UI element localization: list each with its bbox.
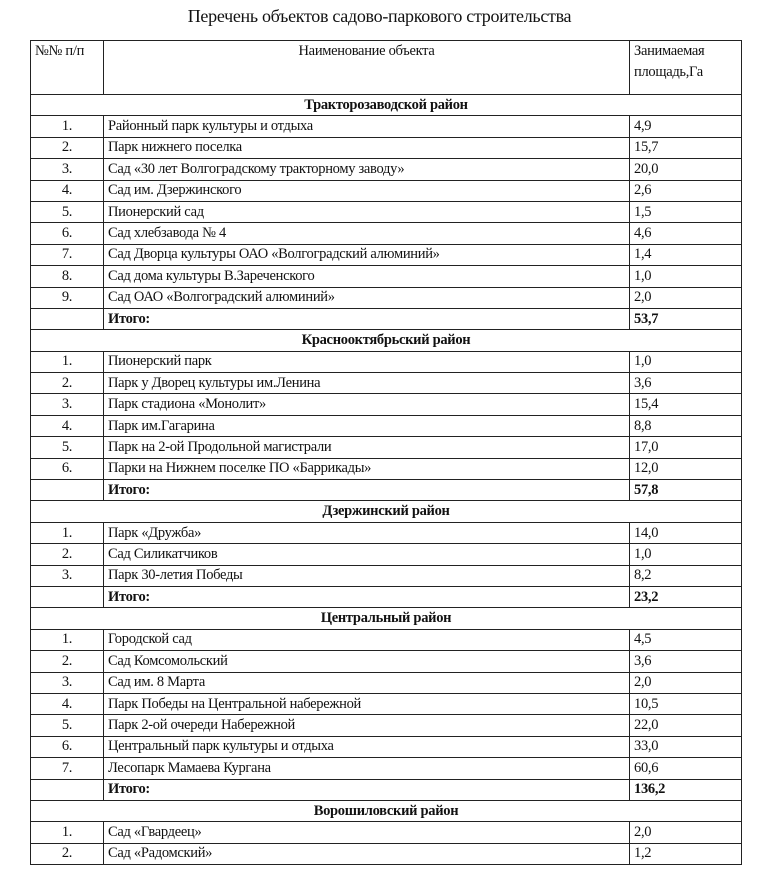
object-name: Парк нижнего поселка	[104, 137, 630, 158]
row-number: 2.	[31, 651, 104, 672]
object-name: Парк у Дворец культуры им.Ленина	[104, 373, 630, 394]
row-number: 3.	[31, 565, 104, 586]
district-header-row	[31, 800, 742, 821]
district-header-row	[31, 95, 742, 116]
object-area: 12,0	[630, 458, 742, 479]
object-name: Сад ОАО «Волгоградский алюминий»	[104, 287, 630, 308]
table-row	[31, 629, 742, 650]
table-row	[31, 159, 742, 180]
row-number: 2.	[31, 373, 104, 394]
table-row	[31, 843, 742, 864]
total-row	[31, 480, 742, 501]
object-name: Сад Комсомольский	[104, 651, 630, 672]
object-name: Парк 30-летия Победы	[104, 565, 630, 586]
row-number: 5.	[31, 715, 104, 736]
object-name: Сад хлебзавода № 4	[104, 223, 630, 244]
empty-cell	[31, 779, 104, 800]
object-name: Лесопарк Мамаева Кургана	[104, 758, 630, 779]
object-area: 1,0	[630, 266, 742, 287]
row-number: 4.	[31, 180, 104, 201]
header-num: №№ п/п	[31, 41, 104, 95]
district-name: Краснооктябрьский район	[31, 330, 742, 351]
total-row	[31, 779, 742, 800]
object-area: 1,2	[630, 843, 742, 864]
row-number: 1.	[31, 351, 104, 372]
row-number: 9.	[31, 287, 104, 308]
object-name: Пионерский парк	[104, 351, 630, 372]
row-number: 5.	[31, 201, 104, 222]
object-name: Сад Силикатчиков	[104, 544, 630, 565]
table-row	[31, 544, 742, 565]
row-number: 6.	[31, 458, 104, 479]
object-area: 2,6	[630, 180, 742, 201]
object-area: 2,0	[630, 287, 742, 308]
header-area: Занимаемая площадь,Га	[630, 41, 742, 95]
object-name: Сад «30 лет Волгоградскому тракторному заводу»	[104, 159, 630, 180]
object-area: 17,0	[630, 437, 742, 458]
document-title: Перечень объектов садово-паркового строительства	[187, 6, 572, 26]
object-area: 20,0	[630, 159, 742, 180]
table-row	[31, 458, 742, 479]
object-area: 4,6	[630, 223, 742, 244]
total-value: 136,2	[630, 779, 742, 800]
row-number: 3.	[31, 159, 104, 180]
object-area: 15,7	[630, 137, 742, 158]
object-area: 8,8	[630, 415, 742, 436]
object-name: Сад им. 8 Марта	[104, 672, 630, 693]
district-name: Дзержинский район	[31, 501, 742, 522]
object-area: 3,6	[630, 373, 742, 394]
row-number: 6.	[31, 223, 104, 244]
table-row	[31, 672, 742, 693]
object-name: Центральный парк культуры и отдыха	[104, 736, 630, 757]
object-area: 8,2	[630, 565, 742, 586]
object-name: Сад «Радомский»	[104, 843, 630, 864]
row-number: 6.	[31, 736, 104, 757]
row-number: 4.	[31, 693, 104, 714]
object-area: 22,0	[630, 715, 742, 736]
table-row	[31, 522, 742, 543]
table-header-row	[31, 41, 742, 95]
object-name: Сад Дворца культуры ОАО «Волгоградский алюминий»	[104, 244, 630, 265]
total-value: 57,8	[630, 480, 742, 501]
district-header-row	[31, 330, 742, 351]
table-row	[31, 351, 742, 372]
total-label: Итого:	[104, 308, 630, 329]
total-label: Итого:	[104, 480, 630, 501]
object-area: 33,0	[630, 736, 742, 757]
object-name: Парк 2-ой очереди Набережной	[104, 715, 630, 736]
object-name: Парк на 2-ой Продольной магистрали	[104, 437, 630, 458]
row-number: 4.	[31, 415, 104, 436]
object-name: Сад дома культуры В.Зареченского	[104, 266, 630, 287]
table-row	[31, 758, 742, 779]
row-number: 1.	[31, 822, 104, 843]
row-number: 7.	[31, 244, 104, 265]
empty-cell	[31, 480, 104, 501]
object-name: Парк им.Гагарина	[104, 415, 630, 436]
table-row	[31, 287, 742, 308]
district-name: Тракторозаводской район	[31, 95, 742, 116]
row-number: 2.	[31, 544, 104, 565]
object-area: 15,4	[630, 394, 742, 415]
object-area: 1,0	[630, 351, 742, 372]
empty-cell	[31, 308, 104, 329]
table-row	[31, 137, 742, 158]
object-area: 1,5	[630, 201, 742, 222]
object-area: 1,4	[630, 244, 742, 265]
object-name: Парк Победы на Центральной набережной	[104, 693, 630, 714]
object-area: 4,9	[630, 116, 742, 137]
object-area: 2,0	[630, 672, 742, 693]
object-area: 10,5	[630, 693, 742, 714]
table-row	[31, 822, 742, 843]
table-row	[31, 201, 742, 222]
object-name: Сад «Гвардеец»	[104, 822, 630, 843]
parks-table	[30, 40, 742, 865]
table-row	[31, 715, 742, 736]
object-name: Сад им. Дзержинского	[104, 180, 630, 201]
district-header-row	[31, 608, 742, 629]
table-row	[31, 736, 742, 757]
table-row	[31, 394, 742, 415]
total-row	[31, 586, 742, 607]
object-area: 60,6	[630, 758, 742, 779]
table-row	[31, 373, 742, 394]
empty-cell	[31, 586, 104, 607]
table-row	[31, 223, 742, 244]
object-name: Парк стадиона «Монолит»	[104, 394, 630, 415]
table-row	[31, 415, 742, 436]
row-number: 8.	[31, 266, 104, 287]
table-row	[31, 565, 742, 586]
object-area: 3,6	[630, 651, 742, 672]
row-number: 7.	[31, 758, 104, 779]
district-name: Центральный район	[31, 608, 742, 629]
object-name: Городской сад	[104, 629, 630, 650]
table-row	[31, 116, 742, 137]
total-label: Итого:	[104, 586, 630, 607]
object-area: 4,5	[630, 629, 742, 650]
object-area: 1,0	[630, 544, 742, 565]
district-name: Ворошиловский район	[31, 800, 742, 821]
row-number: 5.	[31, 437, 104, 458]
total-row	[31, 308, 742, 329]
object-name: Парки на Нижнем поселке ПО «Баррикады»	[104, 458, 630, 479]
object-name: Районный парк культуры и отдыха	[104, 116, 630, 137]
total-value: 53,7	[630, 308, 742, 329]
table-row	[31, 651, 742, 672]
row-number: 2.	[31, 137, 104, 158]
header-name: Наименование объекта	[104, 41, 630, 95]
table-row	[31, 693, 742, 714]
table-row	[31, 437, 742, 458]
object-area: 2,0	[630, 822, 742, 843]
object-name: Парк «Дружба»	[104, 522, 630, 543]
table-row	[31, 180, 742, 201]
row-number: 3.	[31, 394, 104, 415]
object-area: 14,0	[630, 522, 742, 543]
row-number: 2.	[31, 843, 104, 864]
row-number: 1.	[31, 629, 104, 650]
row-number: 1.	[31, 522, 104, 543]
total-value: 23,2	[630, 586, 742, 607]
object-name: Пионерский сад	[104, 201, 630, 222]
table-row	[31, 266, 742, 287]
district-header-row	[31, 501, 742, 522]
row-number: 1.	[31, 116, 104, 137]
table-row	[31, 244, 742, 265]
row-number: 3.	[31, 672, 104, 693]
total-label: Итого:	[104, 779, 630, 800]
